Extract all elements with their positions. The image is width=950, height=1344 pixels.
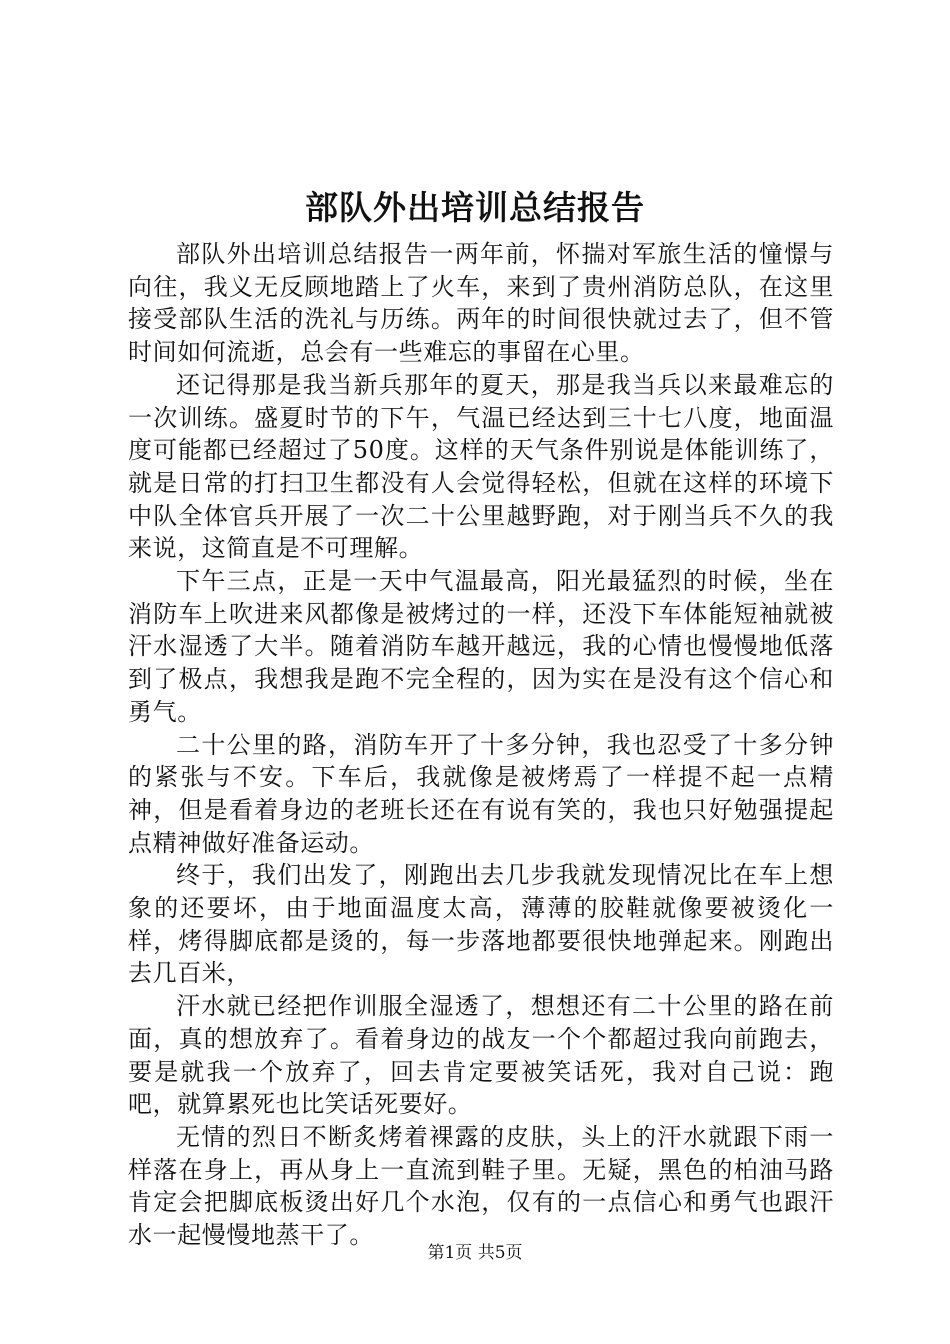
page-number-footer: 第1页 共5页 <box>427 1243 523 1263</box>
document-body <box>128 238 834 1252</box>
paragraph-6: 汗水就已经把作训服全湿透了，想想还有二十公里的路在前面，真的想放弃了。看着身边的战友一个个都超过我向前跑去，要是就我一个放弃了，回去肯定要被笑话死，我对自己说：跑吧，就算累死也比笑话死要好。 <box>128 992 834 1119</box>
paragraph-7: 无情的烈日不断炙烤着裸露的皮肤，头上的汗水就跟下雨一样落在身上，再从身上一直流到鞋子里。无疑，黑色的柏油马路肯定会把脚底板烫出好几个水泡，仅有的一点信心和勇气也跟汗水一起慢慢地蒸干了。 <box>128 1122 834 1250</box>
paragraph-1: 部队外出培训总结报告一两年前，怀揣对军旅生活的憧憬与向往，我义无反顾地踏上了火车，来到了贵州消防总队，在这里接受部队生活的洗礼与历练。两年的时间很快就过去了，但不管时间如何流逝，总会有一些难忘的事留在心里。 <box>128 240 834 367</box>
document-title: 部队外出培训总结报告 <box>305 188 645 227</box>
paragraph-5: 终于，我们出发了，刚跑出去几步我就发现情况比在车上想象的还要坏，由于地面温度太高，薄薄的胶鞋就像要被烫化一样，烤得脚底都是烫的，每一步落地都要很快地弹起来。刚跑出去几百米， <box>128 861 834 988</box>
paragraph-3: 下午三点，正是一天中气温最高，阳光最猛烈的时候，坐在消防车上吹进来风都像是被烤过的一样，还没下车体能短袖就被汗水湿透了大半。随着消防车越开越远，我的心情也慢慢地低落到了极点，我想我是跑不完全程的，因为实在是没有这个信心和勇气。 <box>128 567 834 726</box>
paragraph-2: 还记得那是我当新兵那年的夏天，那是我当兵以来最难忘的一次训练。盛夏时节的下午，气温已经达到三十七八度，地面温度可能都已经超过了50度。这样的天气条件别说是体能训练了，就是日常的打扫卫生都没有人会觉得轻松，但就在这样的环境下中队全体官兵开展了一次二十公里越野跑，对于刚当兵不久的我来说，这简直是不可理解。 <box>128 370 834 563</box>
paragraph-4: 二十公里的路，消防车开了十多分钟，我也忍受了十多分钟的紧张与不安。下车后，我就像是被烤焉了一样提不起一点精神，但是看着身边的老班长还在有说有笑的，我也只好勉强提起点精神做好准备运动。 <box>128 730 834 857</box>
